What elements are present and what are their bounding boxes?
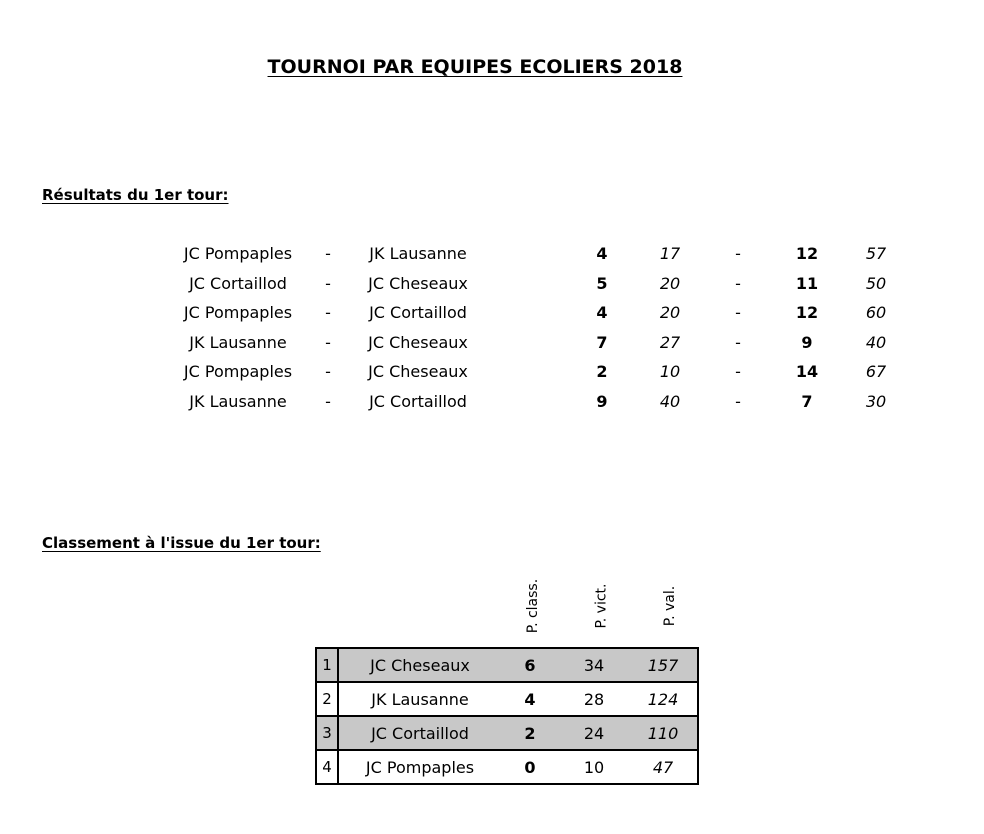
match-row xyxy=(0,240,984,270)
column-header-p-vict xyxy=(586,572,616,640)
match-team-b: JC Cheseaux xyxy=(368,362,468,382)
match-score-a: 5 xyxy=(596,273,608,293)
ranking-row xyxy=(316,682,698,716)
match-points-b: 67 xyxy=(865,362,887,382)
match-points-a: 27 xyxy=(659,332,681,352)
match-score-separator: - xyxy=(735,332,741,352)
ranking-p-class: 4 xyxy=(501,682,559,716)
ranking-p-class: 0 xyxy=(501,750,559,784)
match-separator: - xyxy=(325,273,331,293)
match-team-b: JK Lausanne xyxy=(369,244,467,263)
ranking-row xyxy=(316,750,698,784)
match-team-a: JC Cortaillod xyxy=(189,273,287,293)
column-header-p-class xyxy=(518,572,548,640)
match-score-b: 12 xyxy=(795,303,819,323)
match-score-separator: - xyxy=(735,303,741,323)
match-score-b: 9 xyxy=(801,332,813,352)
match-score-separator: - xyxy=(735,273,741,293)
match-separator: - xyxy=(325,244,331,263)
page-title xyxy=(0,56,950,78)
match-team-b: JC Cortaillod xyxy=(369,303,467,323)
column-header-p-vict-label: P. vict. xyxy=(593,583,610,629)
ranking-team: JC Cortaillod xyxy=(338,716,501,750)
results-heading: Résultats du 1er tour: xyxy=(42,186,229,204)
match-score-separator: - xyxy=(735,391,741,411)
ranking-table xyxy=(315,647,699,785)
match-points-b: 40 xyxy=(865,332,887,352)
match-team-a: JK Lausanne xyxy=(189,332,287,352)
match-points-b: 50 xyxy=(865,273,887,293)
match-team-a: JK Lausanne xyxy=(189,391,287,411)
ranking-p-class: 2 xyxy=(501,716,559,750)
match-score-b: 12 xyxy=(795,244,819,263)
ranking-row xyxy=(316,648,698,682)
match-score-a: 4 xyxy=(596,303,608,323)
match-row xyxy=(0,299,984,329)
match-row xyxy=(0,358,984,388)
ranking-p-val: 110 xyxy=(629,716,698,750)
match-score-b: 11 xyxy=(795,273,819,293)
ranking-row xyxy=(316,716,698,750)
ranking-p-val: 124 xyxy=(629,682,698,716)
ranking-p-vict: 10 xyxy=(559,750,629,784)
column-header-p-val-label: P. val. xyxy=(662,585,678,627)
ranking-position: 4 xyxy=(316,750,338,784)
match-row xyxy=(0,270,984,300)
page-title-text: TOURNOI PAR EQUIPES ECOLIERS 2018 xyxy=(267,56,683,78)
ranking-team: JK Lausanne xyxy=(338,682,501,716)
match-row xyxy=(0,388,984,418)
ranking-p-vict: 24 xyxy=(559,716,629,750)
ranking-position: 3 xyxy=(316,716,338,750)
match-score-separator: - xyxy=(735,244,741,263)
ranking-p-vict: 28 xyxy=(559,682,629,716)
ranking-position: 2 xyxy=(316,682,338,716)
match-points-b: 57 xyxy=(865,244,887,263)
match-separator: - xyxy=(325,362,331,382)
match-separator: - xyxy=(325,303,331,323)
match-row xyxy=(0,329,984,359)
match-points-a: 40 xyxy=(659,391,681,411)
match-score-a: 7 xyxy=(596,332,608,352)
match-points-a: 17 xyxy=(659,244,681,263)
match-score-a: 4 xyxy=(596,244,608,263)
match-team-b: JC Cortaillod xyxy=(369,391,467,411)
match-points-a: 20 xyxy=(659,303,681,323)
ranking-position: 1 xyxy=(316,648,338,682)
match-score-a: 2 xyxy=(596,362,608,382)
match-team-a: JC Pompaples xyxy=(183,303,293,323)
ranking-p-val: 47 xyxy=(629,750,698,784)
ranking-heading: Classement à l'issue du 1er tour: xyxy=(42,534,321,552)
match-points-a: 10 xyxy=(659,362,681,382)
match-points-b: 60 xyxy=(865,303,887,323)
match-points-a: 20 xyxy=(659,273,681,293)
match-team-a: JC Pompaples xyxy=(183,244,293,263)
match-score-a: 9 xyxy=(596,391,608,411)
match-score-b: 14 xyxy=(795,362,819,382)
match-points-b: 30 xyxy=(865,391,887,411)
match-team-a: JC Pompaples xyxy=(183,362,293,382)
results-list xyxy=(0,240,984,418)
ranking-team: JC Cheseaux xyxy=(338,648,501,682)
match-separator: - xyxy=(325,332,331,352)
match-team-b: JC Cheseaux xyxy=(368,273,468,293)
match-team-b: JC Cheseaux xyxy=(368,332,468,352)
ranking-p-vict: 34 xyxy=(559,648,629,682)
ranking-p-class: 6 xyxy=(501,648,559,682)
match-separator: - xyxy=(325,391,331,411)
column-header-p-val xyxy=(655,572,685,640)
ranking-team: JC Pompaples xyxy=(338,750,501,784)
match-score-separator: - xyxy=(735,362,741,382)
ranking-p-val: 157 xyxy=(629,648,698,682)
column-header-p-class-label: P. class. xyxy=(525,578,541,634)
match-score-b: 7 xyxy=(801,391,813,411)
